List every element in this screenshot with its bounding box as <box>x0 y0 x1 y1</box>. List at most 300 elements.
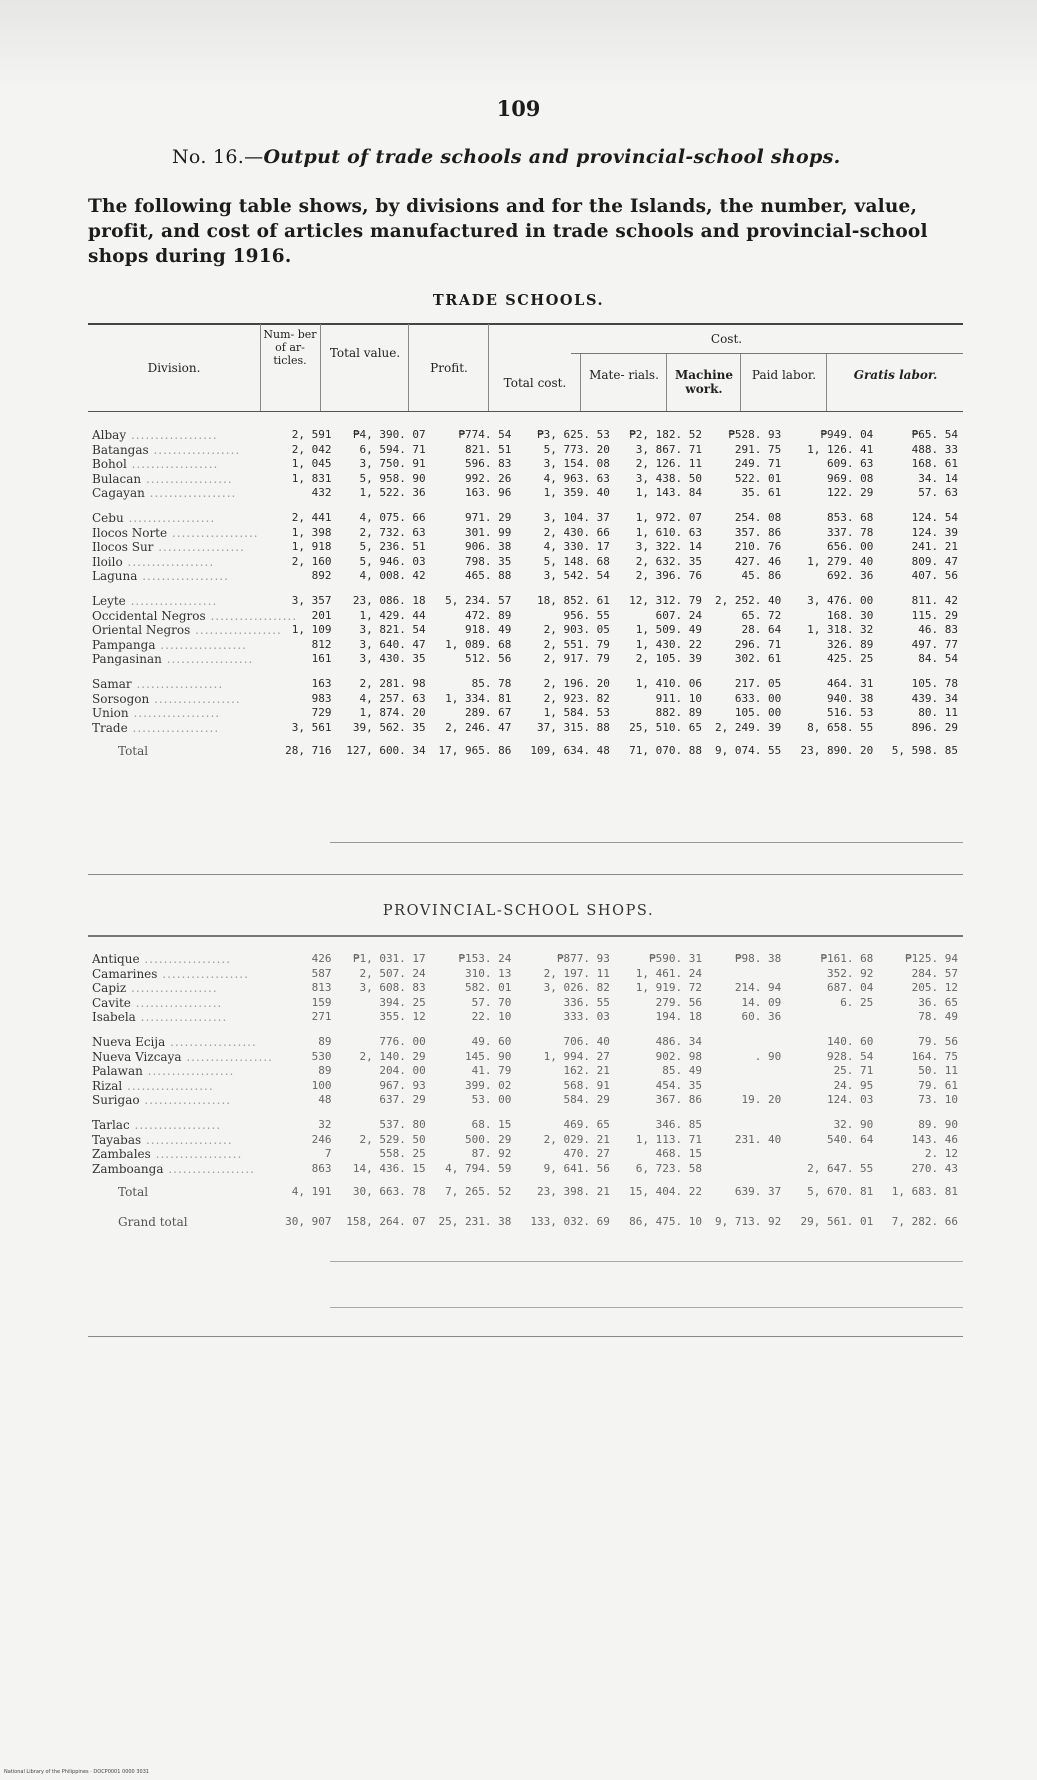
table-cell: 9, 074. 55 <box>714 744 782 758</box>
table-cell: 2, 529. 50 <box>359 1132 426 1146</box>
leader-dots: .................. <box>153 540 245 555</box>
cost-underline <box>571 353 963 354</box>
table-cell: 5, 598. 85 <box>891 744 958 758</box>
table-cell: 291. 75 <box>734 442 782 456</box>
division-name: Laguna .................. <box>92 569 229 584</box>
table-cell: 163 <box>311 676 332 690</box>
table-cell: 79. 61 <box>918 1078 958 1092</box>
table-cell: 3, 438. 50 <box>635 471 702 485</box>
table-cell: 3, 640. 47 <box>359 637 426 651</box>
table-cell: 5, 670. 81 <box>807 1185 874 1199</box>
scan-credit: National Library of the Philippines · DOCP0001 0000 3031 <box>4 1769 150 1775</box>
table-cell: 512. 56 <box>465 652 512 666</box>
table-cell: 48 <box>318 1093 332 1107</box>
table-heading: No. 16.—Output of trade schools and provincial-school shops. <box>172 146 841 168</box>
table-row <box>88 540 963 555</box>
table-cell <box>786 1147 878 1162</box>
table-row <box>88 1064 963 1079</box>
table-cell: 36. 65 <box>918 995 958 1009</box>
table-cell: ₱98. 38 <box>734 952 782 965</box>
table-row <box>88 555 963 570</box>
leader-dots: .................. <box>144 486 237 501</box>
table-row <box>88 443 963 458</box>
division-name: Union .................. <box>92 706 221 721</box>
leader-dots: .................. <box>141 1132 233 1147</box>
header-cost: Cost. <box>710 332 743 346</box>
table-cell: 399. 02 <box>465 1078 512 1092</box>
group-spacer <box>88 1025 963 1035</box>
table-cell: 140. 60 <box>826 1034 874 1048</box>
division-name: Palawan .................. <box>92 1064 235 1079</box>
header-divider <box>408 324 409 411</box>
table-cell: 296. 71 <box>734 637 782 651</box>
table-cell: 284. 57 <box>911 966 958 980</box>
leader-dots: .................. <box>127 720 220 735</box>
intro-paragraph: The following table shows, by divisions and for the Islands, the number, value, profit, and cost of articles manufactured in trade schools and provincial-school shops during 1916. <box>88 196 928 267</box>
table-cell: 2, 430. 66 <box>543 525 610 539</box>
table-cell: 1, 143. 84 <box>635 486 702 500</box>
table-cell: 4, 257. 63 <box>359 691 426 705</box>
table-cell: 30, 663. 78 <box>352 1185 426 1199</box>
table-cell: 279. 56 <box>655 995 702 1009</box>
table-cell: 145. 90 <box>465 1049 512 1063</box>
table-cell: 3, 867. 71 <box>635 442 702 456</box>
table-cell: 2, 196. 20 <box>543 676 610 690</box>
leader-dots: .................. <box>123 510 216 525</box>
table-row <box>88 609 963 624</box>
table-cell: 5, 148. 68 <box>543 554 610 568</box>
table-cell: 3, 821. 54 <box>359 623 426 637</box>
table-cell: 357. 86 <box>734 525 782 539</box>
table-cell: ₱161. 68 <box>820 952 874 965</box>
table-cell: 1, 430. 22 <box>635 637 702 651</box>
total-rule <box>330 842 963 843</box>
table-cell: 2, 140. 29 <box>359 1049 426 1063</box>
table-cell: 28, 716 <box>285 744 332 758</box>
table-cell: 3, 750. 91 <box>359 457 426 471</box>
table-cell: 8, 658. 55 <box>807 720 874 734</box>
header-profit: Profit. <box>430 361 468 375</box>
table-cell: 992. 26 <box>465 471 512 485</box>
table-row <box>88 623 963 638</box>
table-row <box>88 952 963 967</box>
table-cell: 969. 08 <box>826 471 874 485</box>
table-cell: 87. 92 <box>471 1147 512 1161</box>
table-cell: 706. 40 <box>563 1034 610 1048</box>
table-cell: 159 <box>311 995 332 1009</box>
table-cell: 210. 76 <box>734 540 782 554</box>
table-cell: 4, 330. 17 <box>543 540 610 554</box>
table-cell: 3, 542. 54 <box>543 569 610 583</box>
table-cell: 241. 21 <box>911 540 958 554</box>
total-label: Total <box>118 1185 149 1200</box>
table-cell: 1, 429. 44 <box>359 608 426 622</box>
leader-dots: .................. <box>122 1078 214 1093</box>
trade-schools-table <box>88 428 963 765</box>
table-cell: 50. 11 <box>918 1064 958 1078</box>
table-cell: 15, 404. 22 <box>629 1185 702 1199</box>
table-row <box>88 569 963 584</box>
division-name: Capiz .................. <box>92 981 218 996</box>
table-cell: 23, 398. 21 <box>537 1185 610 1199</box>
table-cell: 3, 430. 35 <box>359 652 426 666</box>
spacer-cell <box>88 1108 963 1118</box>
heading-title: Output of trade schools and provincial-school shops. <box>263 146 841 168</box>
table-cell: 3, 322. 14 <box>635 540 702 554</box>
header-divider <box>666 354 667 411</box>
table-cell: 1, 398 <box>291 525 332 539</box>
table-cell: 596. 83 <box>465 457 512 471</box>
total-label: Total <box>118 744 149 759</box>
table-cell: 204. 00 <box>379 1064 426 1078</box>
table-cell: 39, 562. 35 <box>352 720 426 734</box>
table-cell: 1, 318. 32 <box>807 623 874 637</box>
table-cell: 79. 56 <box>918 1034 958 1048</box>
table-cell: 214. 94 <box>734 981 782 995</box>
table-cell: 656. 00 <box>826 540 874 554</box>
table-row <box>88 981 963 996</box>
division-name: Leyte .................. <box>92 593 218 608</box>
grand-total-row <box>88 1206 963 1236</box>
table-cell: 65. 72 <box>741 608 782 622</box>
table-cell: 57. 70 <box>471 995 512 1009</box>
table-cell: 2, 441 <box>291 510 332 524</box>
table-cell: 468. 15 <box>655 1147 702 1161</box>
leader-dots: .................. <box>157 966 249 981</box>
table-cell: 426 <box>311 952 332 965</box>
table-cell: 32. 90 <box>833 1117 874 1131</box>
table-cell: 2, 551. 79 <box>543 637 610 651</box>
table-cell: 29, 561. 01 <box>800 1214 874 1228</box>
spacer-cell <box>88 584 963 594</box>
table-cell <box>707 1064 786 1079</box>
table-cell: 582. 01 <box>465 981 512 995</box>
table-row <box>88 1133 963 1148</box>
table-cell: 2. 12 <box>924 1147 958 1161</box>
table-cell: 587 <box>311 966 332 980</box>
table-cell: 80. 11 <box>918 706 958 720</box>
table-cell: 3, 476. 00 <box>807 593 874 607</box>
table-cell: 1, 334. 81 <box>445 691 512 705</box>
table-cell: 1, 279. 40 <box>807 554 874 568</box>
table-cell: 2, 923. 82 <box>543 691 610 705</box>
leader-dots: .................. <box>125 593 218 608</box>
table-cell: ₱65. 54 <box>911 428 958 441</box>
table-cell: 46. 83 <box>918 623 958 637</box>
table-cell: 14. 09 <box>741 995 782 1009</box>
table-cell: 472. 89 <box>465 608 512 622</box>
table-cell: 813 <box>311 981 332 995</box>
table-cell: 1, 972. 07 <box>635 510 702 524</box>
table-cell: 537. 80 <box>379 1117 426 1131</box>
table-cell: ₱877. 93 <box>556 952 610 965</box>
division-name: Albay .................. <box>92 428 218 442</box>
division-name: Isabela .................. <box>92 1010 228 1025</box>
leader-dots: .................. <box>142 1064 235 1079</box>
table-cell: 337. 78 <box>826 525 874 539</box>
header-machine-work: Machine work. <box>674 368 733 396</box>
table-cell: 1, 509. 49 <box>635 623 702 637</box>
table-cell: 911. 10 <box>655 691 702 705</box>
grand-total-rule <box>330 1307 963 1308</box>
table-cell: 14, 436. 15 <box>352 1161 426 1175</box>
table-cell: 2, 029. 21 <box>543 1132 610 1146</box>
table-cell: 246 <box>311 1132 332 1146</box>
table-cell: 336. 55 <box>563 995 610 1009</box>
table-row <box>88 677 963 692</box>
table-row <box>88 428 963 443</box>
table-cell: 918. 49 <box>465 623 512 637</box>
table-row <box>88 1079 963 1094</box>
table-cell: 168. 30 <box>826 608 874 622</box>
division-name: Tarlac .................. <box>92 1117 222 1132</box>
table-cell: 35. 61 <box>741 486 782 500</box>
shops-bottom-rule <box>88 1336 963 1337</box>
table-row <box>88 1050 963 1065</box>
division-name: Bulacan .................. <box>92 471 233 486</box>
table-cell: 85. 78 <box>471 676 512 690</box>
table-row <box>88 1093 963 1108</box>
table-cell: 427. 46 <box>734 554 782 568</box>
division-name: Zamboanga .................. <box>92 1161 255 1176</box>
table-row <box>88 457 963 472</box>
leader-dots: .................. <box>148 442 241 457</box>
trade-schools-body <box>88 428 963 765</box>
table-cell: ₱3, 625. 53 <box>537 428 610 441</box>
table-cell: 394. 25 <box>379 995 426 1009</box>
division-name: Sorsogon .................. <box>92 691 241 706</box>
table-cell: 3, 104. 37 <box>543 510 610 524</box>
table-cell: 516. 53 <box>826 706 874 720</box>
group-spacer <box>88 1108 963 1118</box>
division-name: Rizal .................. <box>92 1078 214 1093</box>
table-row <box>88 511 963 526</box>
table-cell: 1, 126. 41 <box>807 442 874 456</box>
table-cell: 863 <box>311 1161 332 1175</box>
leader-dots: .................. <box>137 569 229 584</box>
provincial-shops-table <box>88 952 963 1236</box>
table-row <box>88 472 963 487</box>
table-cell: 7 <box>324 1147 332 1161</box>
table-cell: 194. 18 <box>655 1010 702 1024</box>
table-cell: 100 <box>311 1078 332 1092</box>
leader-dots: .................. <box>126 981 218 996</box>
table-cell: 2, 281. 98 <box>359 676 426 690</box>
table-cell: 470. 27 <box>563 1147 610 1161</box>
table-cell: 4, 191 <box>291 1185 332 1199</box>
division-name: Samar .................. <box>92 676 224 691</box>
table-cell: 41. 79 <box>471 1064 512 1078</box>
table-cell: 425. 25 <box>826 652 874 666</box>
table-cell: 902. 98 <box>655 1049 702 1063</box>
division-name: Bohol .................. <box>92 457 219 472</box>
table-cell: 812 <box>311 637 332 651</box>
table-cell: 4, 008. 42 <box>359 569 426 583</box>
table-cell: ₱590. 31 <box>648 952 702 965</box>
table-cell <box>707 1147 786 1162</box>
table-cell: ₱774. 54 <box>458 428 512 441</box>
table-row <box>88 706 963 721</box>
table-cell: 122. 29 <box>826 486 874 500</box>
table-cell <box>707 1118 786 1133</box>
table-cell: 633. 00 <box>734 691 782 705</box>
table-cell: 34. 14 <box>918 471 958 485</box>
table-cell: 124. 54 <box>911 510 958 524</box>
division-name: Zambales .................. <box>92 1147 243 1162</box>
table-cell: 25, 510. 65 <box>629 720 702 734</box>
table-cell: 5, 958. 90 <box>359 471 426 485</box>
table-cell: 23, 890. 20 <box>800 744 874 758</box>
table-cell: 352. 92 <box>826 966 874 980</box>
leader-dots: .................. <box>149 691 241 706</box>
table-cell: 249. 71 <box>734 457 782 471</box>
header-paid-labor: Paid labor. <box>751 368 817 382</box>
table-cell: 217. 05 <box>734 676 782 690</box>
table-cell: ₱949. 04 <box>820 428 874 441</box>
total-label: Grand total <box>118 1214 188 1229</box>
table-cell: 4, 794. 59 <box>445 1161 512 1175</box>
table-cell <box>707 1035 786 1050</box>
table-cell: 346. 85 <box>655 1117 702 1131</box>
leader-dots: .................. <box>190 623 282 638</box>
table-cell: 68. 15 <box>471 1117 512 1131</box>
spacer-cell <box>88 501 963 511</box>
table-cell: 811. 42 <box>911 593 958 607</box>
table-cell: 89 <box>318 1034 332 1048</box>
table-cell: 2, 396. 76 <box>635 569 702 583</box>
table-cell: 892 <box>311 569 332 583</box>
page-number: 109 <box>496 96 541 121</box>
table-cell: 983 <box>311 691 332 705</box>
table-cell: 17, 965. 86 <box>438 744 512 758</box>
table-row <box>88 594 963 609</box>
table-cell: 465. 88 <box>465 569 512 583</box>
leader-dots: .................. <box>155 637 247 652</box>
table-cell: 124. 39 <box>911 525 958 539</box>
table-cell: 2, 160 <box>291 554 332 568</box>
table-cell: 127, 600. 34 <box>346 744 426 758</box>
table-cell: 5, 234. 57 <box>445 593 512 607</box>
table-cell: 1, 874. 20 <box>359 706 426 720</box>
table-cell: 1, 522. 36 <box>359 486 426 500</box>
group-spacer <box>88 584 963 594</box>
trade-bottom-rule <box>88 874 963 875</box>
table-cell: 639. 37 <box>734 1185 782 1199</box>
table-row <box>88 1010 963 1025</box>
shops-total-rule <box>330 1261 963 1262</box>
table-cell: 168. 61 <box>911 457 958 471</box>
table-cell: 105. 00 <box>734 706 782 720</box>
table-cell: 271 <box>311 1010 332 1024</box>
table-cell: 2, 126. 11 <box>635 457 702 471</box>
table-cell: 333. 03 <box>563 1010 610 1024</box>
table-cell: 3, 608. 83 <box>359 981 426 995</box>
table-cell: 1, 461. 24 <box>635 966 702 980</box>
table-cell: 23, 086. 18 <box>352 593 426 607</box>
table-cell: ₱1, 031. 17 <box>352 952 426 965</box>
table-cell: 355. 12 <box>379 1010 426 1024</box>
table-cell: 32 <box>318 1117 332 1131</box>
table-cell: ₱153. 24 <box>458 952 512 965</box>
header-gratis-labor: Gratis labor. <box>853 368 938 382</box>
header-total-cost: Total cost. <box>503 376 567 390</box>
table-cell: 2, 647. 55 <box>807 1161 874 1175</box>
division-name: Pangasinan .................. <box>92 652 254 667</box>
table-cell: 967. 93 <box>379 1078 426 1092</box>
table-cell: 163. 96 <box>465 486 512 500</box>
table-row <box>88 1118 963 1133</box>
table-cell: 60. 36 <box>741 1010 782 1024</box>
table-row <box>88 996 963 1011</box>
table-cell: 301. 99 <box>465 525 512 539</box>
table-cell: ₱4, 390. 07 <box>352 428 426 441</box>
table-cell: 896. 29 <box>911 720 958 734</box>
table-cell: 940. 38 <box>826 691 874 705</box>
table-cell: 57. 63 <box>918 486 958 500</box>
header-materials: Mate- rials. <box>589 368 659 382</box>
table-cell: 25, 231. 38 <box>438 1214 512 1228</box>
table-cell: 500. 29 <box>465 1132 512 1146</box>
table-cell: 1, 831 <box>291 471 332 485</box>
division-name: Iloilo .................. <box>92 554 215 569</box>
table-cell: 254. 08 <box>734 510 782 524</box>
table-cell: 9, 713. 92 <box>714 1214 782 1228</box>
division-name: Pampanga .................. <box>92 637 247 652</box>
division-name: Cavite .................. <box>92 995 223 1010</box>
division-name: Ilocos Norte .................. <box>92 525 259 540</box>
table-cell: 776. 00 <box>379 1034 426 1048</box>
table-cell: 105. 78 <box>911 676 958 690</box>
table-cell: 607. 24 <box>655 608 702 622</box>
table-cell: ₱125. 94 <box>905 952 958 965</box>
table-cell: 89 <box>318 1064 332 1078</box>
table-cell: 231. 40 <box>734 1132 782 1146</box>
table-cell: 2, 249. 39 <box>714 720 782 734</box>
header-divider <box>580 354 581 411</box>
table-cell: 4, 075. 66 <box>359 510 426 524</box>
table-cell <box>707 1079 786 1094</box>
leader-dots: .................. <box>135 1010 228 1025</box>
leader-dots: .................. <box>122 554 215 569</box>
table-row <box>88 1147 963 1162</box>
table-cell: 49. 60 <box>471 1034 512 1048</box>
table-cell: 2, 252. 40 <box>714 593 782 607</box>
division-name: Occidental Negros .................. <box>92 608 298 623</box>
table-cell: 7, 265. 52 <box>445 1185 512 1199</box>
table-row <box>88 1162 963 1177</box>
division-name: Tayabas .................. <box>92 1132 233 1147</box>
division-name: Antique .................. <box>92 952 232 966</box>
table-cell: 3, 154. 08 <box>543 457 610 471</box>
table-row <box>88 967 963 982</box>
table-cell: 1, 610. 63 <box>635 525 702 539</box>
table-cell: ₱2, 182. 52 <box>629 428 702 441</box>
table-cell: 53. 00 <box>471 1093 512 1107</box>
table-cell: 22. 10 <box>471 1010 512 1024</box>
table-cell: 78. 49 <box>918 1010 958 1024</box>
spacer-cell <box>88 667 963 677</box>
table-cell: 85. 49 <box>662 1064 702 1078</box>
table-cell: 201 <box>311 608 332 622</box>
section-title-provincial-shops: PROVINCIAL-SCHOOL SHOPS. <box>382 903 655 919</box>
table-cell: 432 <box>311 486 332 500</box>
table-cell: 1, 918 <box>291 540 332 554</box>
leader-dots: .................. <box>139 952 232 966</box>
group-spacer <box>88 667 963 677</box>
table-cell: 3, 561 <box>291 720 332 734</box>
table-cell: 115. 29 <box>911 608 958 622</box>
table-cell: 2, 197. 11 <box>543 966 610 980</box>
